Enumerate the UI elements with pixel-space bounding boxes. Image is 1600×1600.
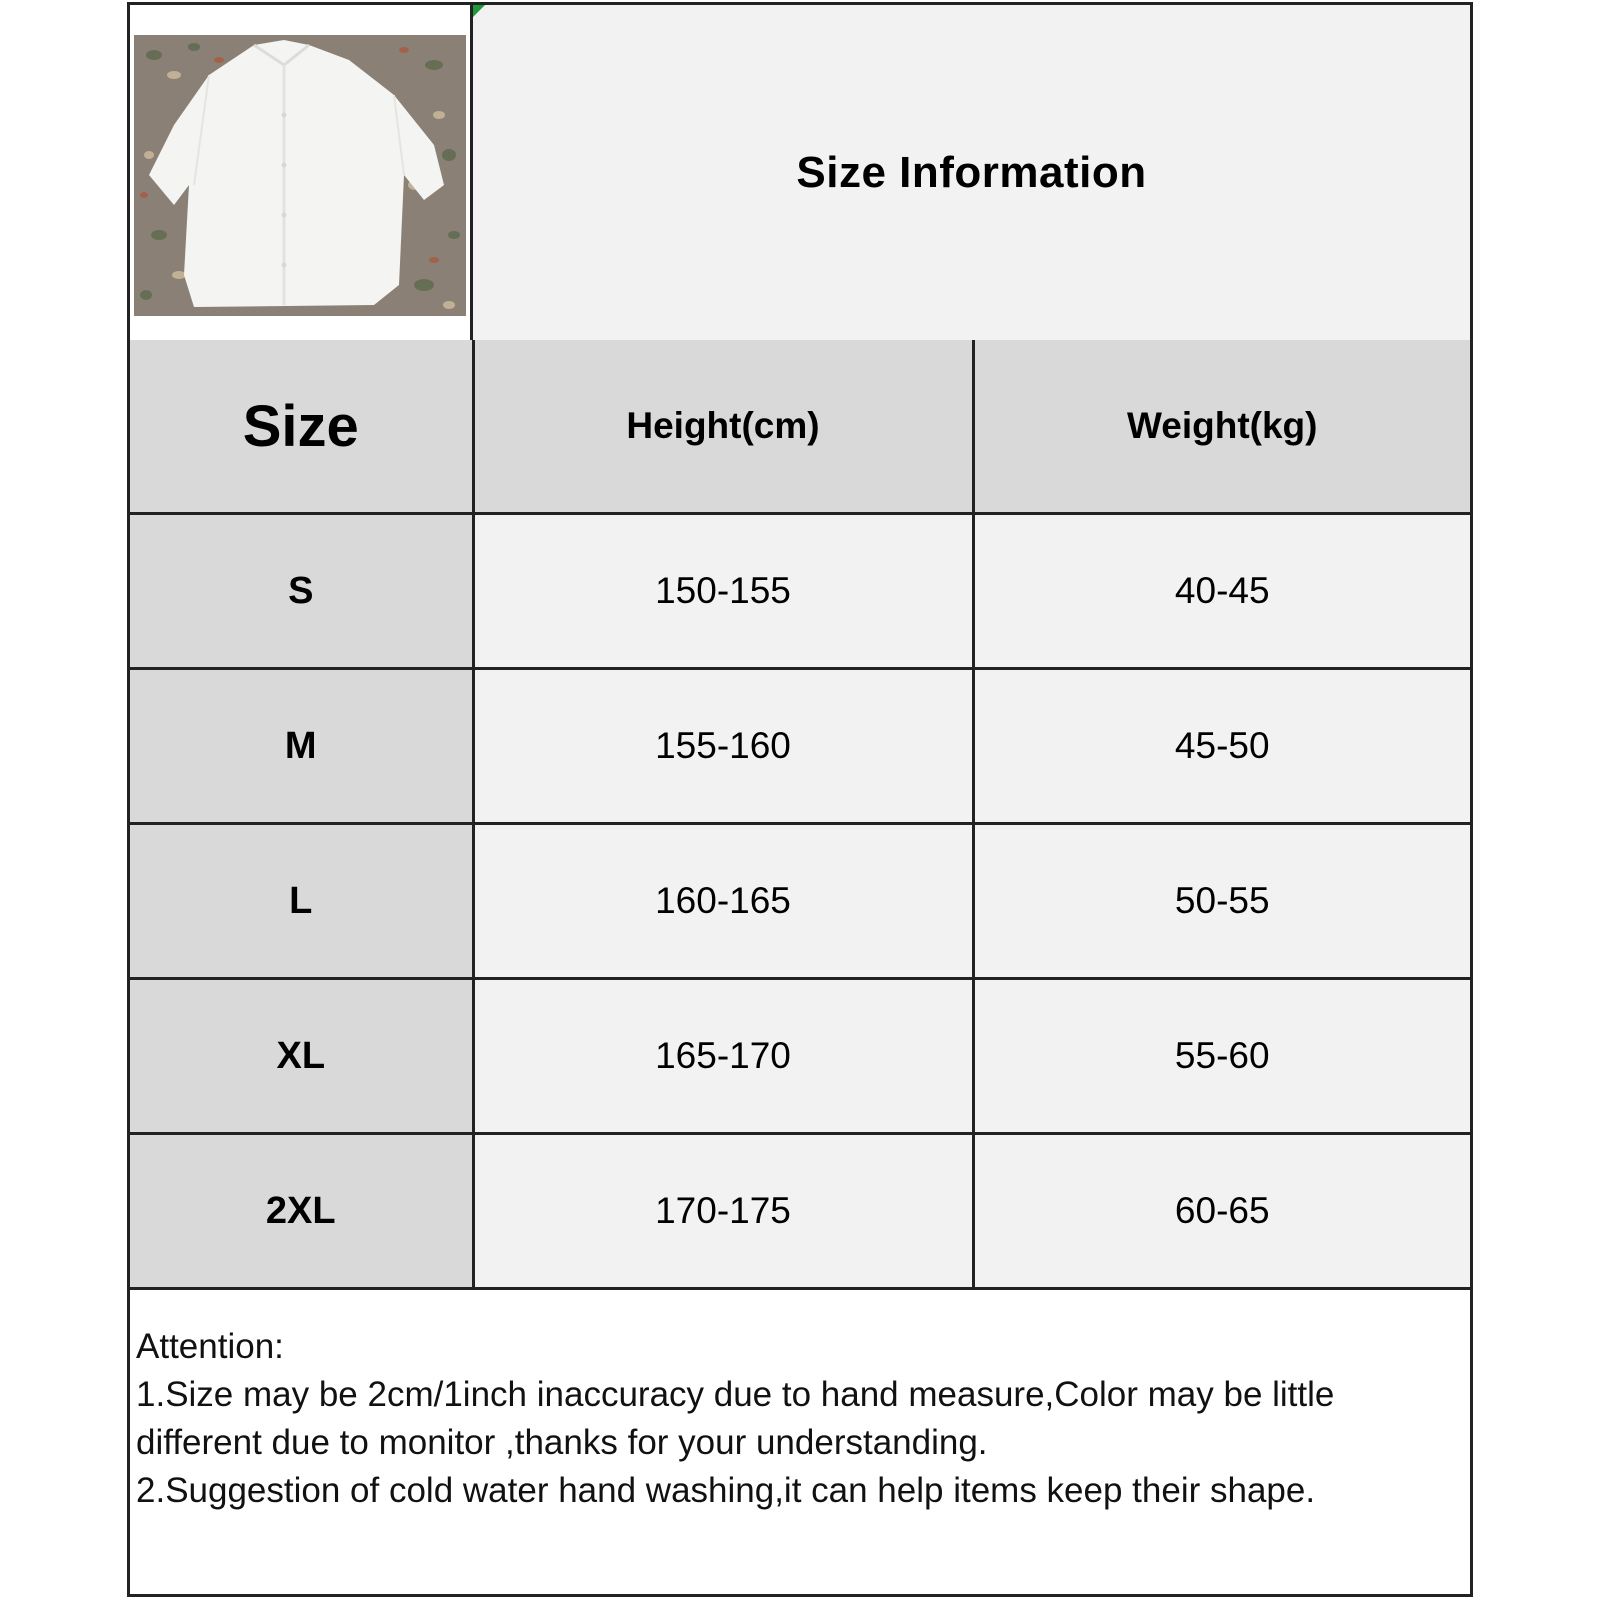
- size-label: XL: [276, 1034, 326, 1077]
- chart-header: [130, 5, 1470, 343]
- height-cell: [473, 979, 973, 1134]
- weight-value: 60-65: [1174, 1190, 1270, 1231]
- size-label: 2XL: [265, 1189, 336, 1232]
- weight-cell: [973, 824, 1470, 979]
- size-chart: [127, 2, 1473, 1597]
- attention-notes: [136, 1323, 1450, 1515]
- column-header-height: [473, 340, 973, 514]
- notes-heading: Attention:: [136, 1327, 284, 1366]
- height-cell: [473, 824, 973, 979]
- size-label: M: [284, 724, 317, 767]
- table-row: [130, 514, 1470, 669]
- notes-line-1: 1.Size may be 2cm/1inch inaccuracy due to hand measure,Color may be little different due to monitor ,thanks for your understanding.: [136, 1375, 1335, 1462]
- notes-line-2: 2.Suggestion of cold water hand washing,it can help items keep their shape.: [136, 1471, 1316, 1510]
- corner-marker-icon: [473, 5, 485, 17]
- column-header-weight-label: Weight(kg): [1127, 405, 1318, 446]
- table-row: [130, 979, 1470, 1134]
- page-title: Size Information: [796, 147, 1147, 197]
- shirt-illustration: [134, 35, 466, 316]
- weight-cell: [973, 979, 1470, 1134]
- weight-cell: [973, 1134, 1470, 1289]
- size-cell: [130, 1134, 473, 1289]
- height-value: 170-175: [655, 1190, 791, 1231]
- table-row: [130, 669, 1470, 824]
- height-cell: [473, 1134, 973, 1289]
- size-cell: [130, 514, 473, 669]
- photo-cell: [130, 5, 473, 340]
- weight-value: 40-45: [1174, 570, 1270, 611]
- column-header-size: [130, 340, 473, 514]
- height-cell: [473, 514, 973, 669]
- size-label: L: [289, 879, 313, 922]
- table-row: [130, 824, 1470, 979]
- weight-value: 55-60: [1174, 1035, 1270, 1076]
- table-row: [130, 1134, 1470, 1289]
- height-value: 165-170: [655, 1035, 791, 1076]
- title-cell: [473, 5, 1470, 340]
- height-value: 160-165: [655, 880, 791, 921]
- size-cell: [130, 824, 473, 979]
- weight-cell: [973, 514, 1470, 669]
- height-cell: [473, 669, 973, 824]
- size-label: S: [288, 569, 314, 612]
- column-header-height-label: Height(cm): [626, 405, 820, 446]
- table-header-row: [130, 340, 1470, 514]
- column-header-size-label: Size: [242, 393, 359, 459]
- size-cell: [130, 979, 473, 1134]
- size-table: [130, 340, 1470, 1290]
- size-cell: [130, 669, 473, 824]
- height-value: 155-160: [655, 725, 791, 766]
- weight-cell: [973, 669, 1470, 824]
- weight-value: 45-50: [1174, 725, 1270, 766]
- height-value: 150-155: [655, 570, 791, 611]
- white-shirt-photo: [134, 35, 466, 316]
- column-header-weight: [973, 340, 1470, 514]
- weight-value: 50-55: [1174, 880, 1270, 921]
